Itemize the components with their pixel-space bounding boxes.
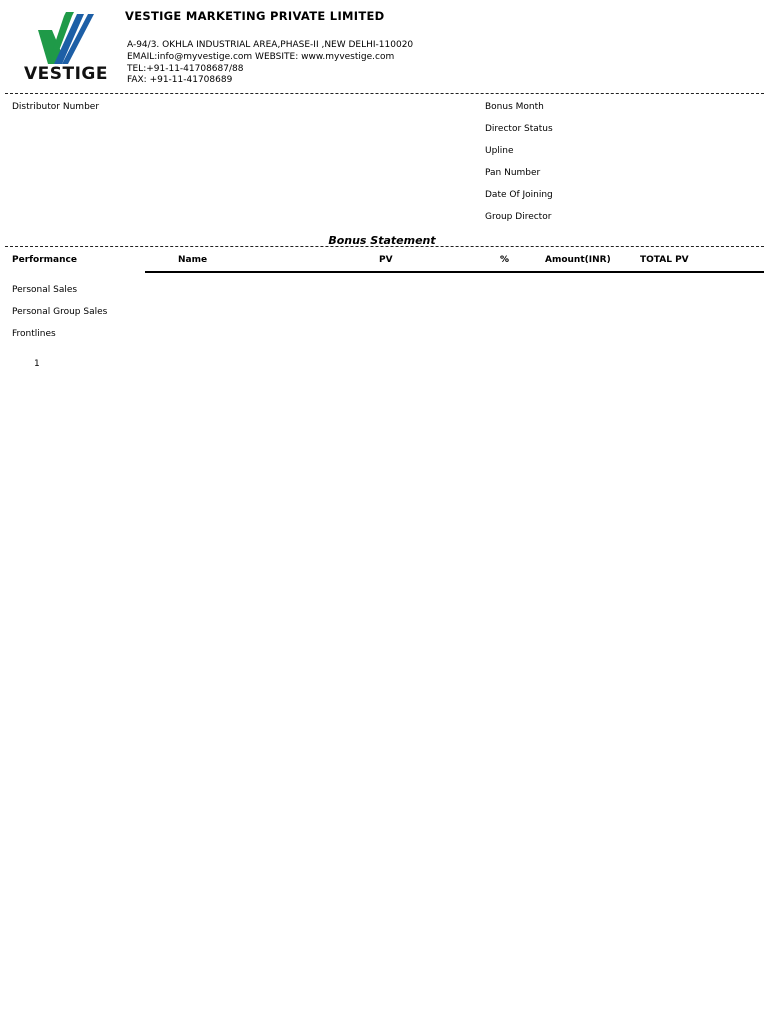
- column-header-name: Name: [178, 255, 208, 265]
- company-name: VESTIGE MARKETING PRIVATE LIMITED: [125, 9, 385, 23]
- row-personal-sales: Personal Sales: [12, 285, 78, 295]
- company-email-website: EMAIL:info@myvestige.com WEBSITE: www.myvestige.com: [127, 52, 395, 62]
- group-director-label: Group Director: [485, 212, 552, 222]
- column-header-amount: Amount(INR): [545, 255, 611, 265]
- company-fax: FAX: +91-11-41708689: [127, 75, 233, 85]
- vestige-check-mark-icon: [22, 10, 110, 64]
- header-underline: [145, 271, 764, 273]
- column-header-pv: PV: [379, 255, 393, 265]
- title-divider: [5, 246, 764, 247]
- pan-number-label: Pan Number: [485, 168, 541, 178]
- upline-label: Upline: [485, 146, 514, 156]
- column-header-total-pv: TOTAL PV: [640, 255, 689, 265]
- company-tel: TEL:+91-11-41708687/88: [127, 64, 244, 74]
- company-address: A-94/3. OKHLA INDUSTRIAL AREA,PHASE-II ,NEW DELHI-110020: [127, 40, 414, 50]
- header-divider: [5, 93, 764, 94]
- row-frontlines: Frontlines: [12, 329, 56, 339]
- bonus-month-label: Bonus Month: [485, 102, 544, 112]
- logo-wordmark: VESTIGE: [23, 64, 108, 84]
- row-personal-group-sales: Personal Group Sales: [12, 307, 108, 317]
- director-status-label: Director Status: [485, 124, 553, 134]
- statement-title: Bonus Statement: [328, 234, 436, 247]
- date-of-joining-label: Date Of Joining: [485, 190, 553, 200]
- distributor-number-label: Distributor Number: [12, 102, 100, 112]
- column-header-performance: Performance: [12, 255, 77, 265]
- vestige-logo: [22, 10, 110, 84]
- column-header-percent: %: [500, 255, 510, 265]
- page-number: 1: [34, 359, 40, 369]
